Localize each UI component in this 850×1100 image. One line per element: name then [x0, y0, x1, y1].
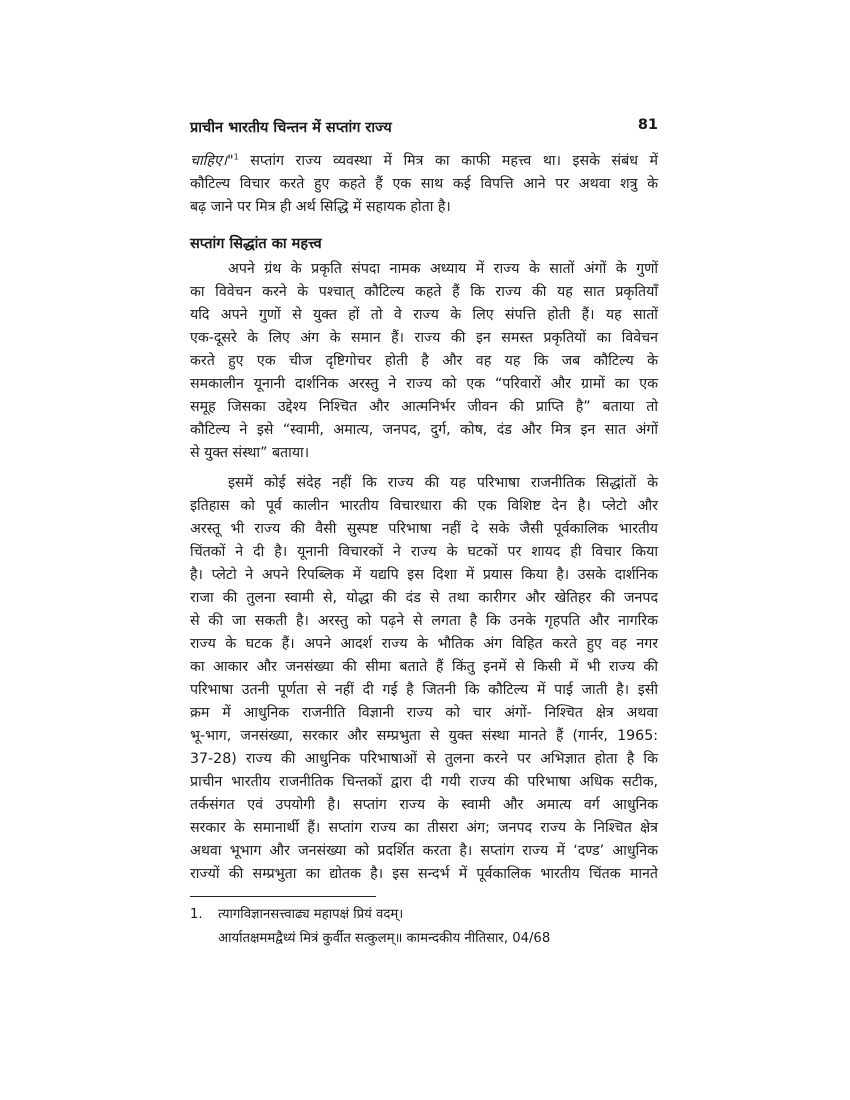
paragraph2-line: परिभाषा उतनी पूर्णता से नहीं दी गई है जितनी कि कौटिल्य में पाई जाती है। इसी — [190, 682, 658, 698]
footnote-divider — [190, 896, 376, 897]
paragraph1-line: का विवेचन करने के पश्चात् कौटिल्य कहते हैं कि राज्य की यह सात प्रकृतियाँ — [190, 284, 658, 300]
section-heading: सप्तांग सिद्धांत का महत्त्व — [190, 236, 322, 252]
intro-italic: चाहिए।" — [190, 153, 234, 169]
paragraph2-line: राजा की तुलना स्वामी से, योद्धा की दंड से तथा कारीगर और खेतिहर की जनपद — [190, 590, 658, 606]
footnote-reference: 1 — [233, 152, 239, 162]
paragraph2-line: राज्य के घटक हैं। अपने आदर्श राज्य के भौतिक अंग विहित करते हुए वह नगर — [190, 636, 658, 652]
paragraph1-line: कौटिल्य ने इसे “स्वामी, अमात्य, जनपद, दुर्ग, कोष, दंड और मित्र इन सात अंगों — [190, 422, 658, 438]
paragraph1-line: करते हुए एक चीज दृष्टिगोचर होती है और वह यह कि जब कौटिल्य के — [190, 353, 658, 369]
paragraph2-line: अरस्तू भी राज्य की वैसी सुस्पष्ट परिभाषा नहीं दे सके जैसी पूर्वकालिक भारतीय — [190, 521, 658, 537]
paragraph1-line: समूह जिसका उद्देश्य निश्चित और आत्मनिर्भर जीवन की प्राप्ति है” बताया तो — [190, 399, 658, 415]
page-number: 81 — [637, 117, 658, 133]
footnote-number: 1. — [190, 907, 203, 922]
paragraph2-line: से की जा सकती है। अरस्तु को पढ़ने से लगता है कि उनके गृहपति और नागरिक — [190, 613, 658, 629]
intro-line-3: बढ़ जाने पर मित्र ही अर्थ सिद्धि में सहायक होता है। — [190, 199, 451, 215]
paragraph2-line: क्रम में आधुनिक राजनीति विज्ञानी राज्य को चार अंगों- निश्चित क्षेत्र अथवा — [190, 705, 658, 721]
paragraph2-line: इसमें कोई संदेह नहीं कि राज्य की यह परिभाषा राजनीतिक सिद्धांतों के — [228, 475, 658, 491]
intro-line-2: कौटिल्य विचार करते हुए कहते हैं एक साथ कई विपत्ति आने पर अथवा शत्रु के — [190, 176, 658, 192]
running-header-title: प्राचीन भारतीय चिन्तन में सप्तांग राज्य — [190, 120, 392, 136]
paragraph1-line: समकालीन यूनानी दार्शनिक अरस्तु ने राज्य को एक “परिवारों और ग्रामों का एक — [190, 376, 658, 392]
paragraph2-line: अथवा भूभाग और जनसंख्या को प्रदर्शित करता है। सप्तांग राज्य में ‘दण्ड’ आधुनिक — [190, 843, 658, 859]
running-header — [190, 117, 658, 137]
paragraph1-line: अपने ग्रंथ के प्रकृति संपदा नामक अध्याय में राज्य के सातों अंगों के गुणों — [228, 261, 658, 277]
footnote-line-1: त्यागविज्ञानसत्त्वाढ्य महापक्षं प्रियं वदम्। — [218, 907, 404, 922]
paragraph1-line: यदि अपने गुणों से युक्त हों तो वे राज्य के लिए संपत्ति होती हैं। यह सातों — [190, 307, 658, 323]
paragraph2-line: 37-28) राज्य की आधुनिक परिभाषाओं से तुलना करने पर अभिज्ञात होता है कि — [190, 751, 658, 767]
intro-line-1-text: सप्तांग राज्य व्यवस्था में मित्र का काफी महत्त्व था। इसके संबंध में — [238, 153, 658, 169]
paragraph2-line: है। प्लेटो ने अपने रिपब्लिक में यद्यपि इस दिशा में प्रयास किया है। उसके दार्शनिक — [190, 567, 658, 583]
footnote-line-2: आर्यातक्षममद्वैध्यं मित्रं कुर्वीत सत्कुलम्॥ कामन्दकीय नीतिसार, 04/68 — [218, 931, 551, 946]
paragraph1-line: एक-दूसरे के लिए अंग के समान हैं। राज्य की इन समस्त प्रकृतियों का विवेचन — [190, 330, 658, 346]
paragraph2-line: तर्कसंगत एवं उपयोगी है। सप्तांग राज्य के स्वामी और अमात्य वर्ग आधुनिक — [190, 797, 658, 813]
paragraph2-line: प्राचीन भारतीय राजनीतिक चिन्तकों द्वारा दी गयी राज्य की परिभाषा अधिक सटीक, — [190, 774, 658, 790]
paragraph2-line: भू-भाग, जनसंख्या, सरकार और सम्प्रभुता से युक्त संस्था मानते हैं (गार्नर, 1965: — [190, 728, 658, 744]
paragraph2-line: राज्यों की सम्प्रभुता का द्योतक है। इस सन्दर्भ में पूर्वकालिक भारतीय चिंतक मानते — [190, 866, 658, 882]
paragraph2-line: इतिहास को पूर्व कालीन भारतीय विचारधारा की एक विशिष्ट देन है। प्लेटो और — [190, 498, 658, 514]
intro-line-1 — [190, 150, 658, 172]
paragraph2-line: चिंतकों ने दी है। यूनानी विचारकों ने राज्य के घटकों पर शायद ही विचार किया — [190, 544, 658, 560]
paragraph1-line: से युक्त संस्था” बताया। — [190, 445, 310, 461]
paragraph2-line: का आकार और जनसंख्या की सीमा बताते हैं किंतु इनमें से किसी में भी राज्य की — [190, 659, 658, 675]
paragraph2-line: सरकार के समानार्थी हैं। सप्तांग राज्य का तीसरा अंग; जनपद राज्य के निश्चित क्षेत्र — [190, 820, 658, 836]
